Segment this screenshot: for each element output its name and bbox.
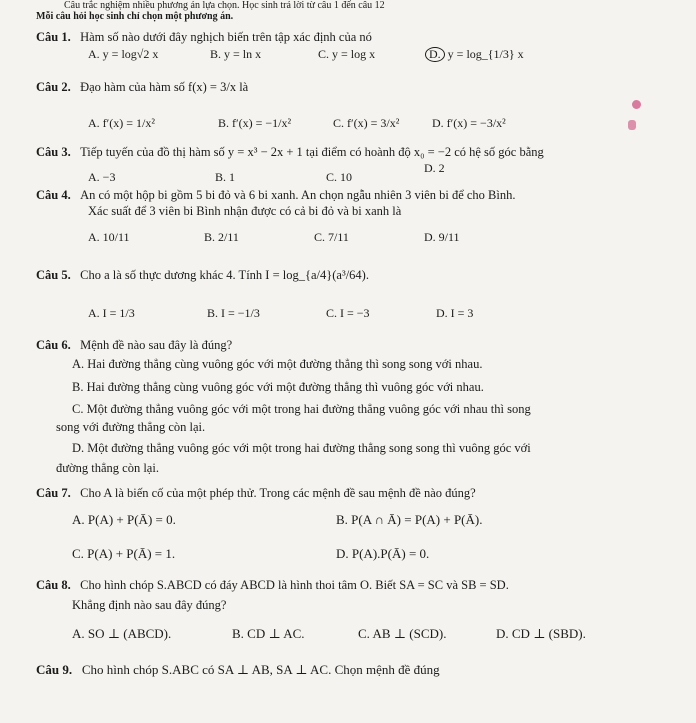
- q2-option-b-text: f′(x) = −1/x²: [232, 116, 292, 130]
- q1-option-a-text: y = log√2 x: [102, 47, 159, 61]
- q2-option-a[interactable]: A. f′(x) = 1/x²: [88, 116, 155, 130]
- question-7-number: Câu 7.: [36, 486, 71, 500]
- q4-option-d[interactable]: D. 9/11: [424, 230, 460, 244]
- question-2-number: Câu 2.: [36, 80, 71, 94]
- q5-option-a[interactable]: A. I = 1/3: [88, 306, 135, 320]
- q1-option-c[interactable]: C. y = log x: [318, 47, 376, 61]
- q5-option-b-text: I = −1/3: [221, 306, 260, 320]
- margin-mark-1: [632, 100, 641, 109]
- header-line-1: Câu trắc nghiệm nhiều phương án lựa chọn. Học sinh trả lời từ câu 1 đến câu 12: [64, 0, 385, 11]
- q7-option-c[interactable]: C. P(A) + P(Ā) = 1.: [72, 546, 176, 561]
- q5-option-c-text: I = −3: [340, 306, 370, 320]
- q2-option-a-text: f′(x) = 1/x²: [102, 116, 155, 130]
- q8-option-b-text: CD ⊥ AC.: [247, 626, 305, 641]
- q7-option-b[interactable]: B. P(A ∩ Ā) = P(A) + P(Ā).: [336, 512, 483, 527]
- q4-option-c[interactable]: C. 7/11: [314, 230, 349, 244]
- q6-option-b[interactable]: B. Hai đường thẳng cùng vuông góc với một đường thẳng thì vuông góc với nhau.: [72, 380, 484, 394]
- q4-option-a[interactable]: A. 10/11: [88, 230, 130, 244]
- q1-circled-answer: D.: [425, 47, 445, 62]
- q2-option-d-text: f′(x) = −3/x²: [446, 116, 506, 130]
- question-4-number: Câu 4.: [36, 188, 71, 202]
- question-1: [36, 30, 372, 45]
- q6-option-c-line-1[interactable]: C. Một đường thẳng vuông góc với một trong hai đường thẳng vuông góc với nhau thì song: [72, 402, 531, 416]
- q4-option-c-text: 7/11: [328, 230, 349, 244]
- q5-option-b[interactable]: B. I = −1/3: [207, 306, 260, 320]
- question-8-number: Câu 8.: [36, 578, 71, 592]
- q6-option-c-line-2[interactable]: song với đường thẳng còn lại.: [56, 420, 206, 434]
- q3-option-c[interactable]: C. 10: [326, 170, 353, 184]
- q7-option-c-text: P(A) + P(Ā) = 1.: [87, 546, 176, 561]
- q8-option-c-text: AB ⊥ (SCD).: [372, 626, 447, 641]
- question-4-stem-2: Xác suất để 3 viên bi Bình nhận được có cả bi đỏ và bi xanh là: [88, 204, 402, 218]
- q7-option-d-text: P(A).P(Ā) = 0.: [351, 546, 430, 561]
- question-4: [36, 188, 515, 203]
- question-8-stem-2: Khẳng định nào sau đây đúng?: [72, 598, 227, 612]
- question-5-number: Câu 5.: [36, 268, 71, 282]
- q7-option-b-text: P(A ∩ Ā) = P(A) + P(Ā).: [351, 512, 483, 527]
- question-6: [36, 338, 232, 353]
- q8-option-a-text: SO ⊥ (ABCD).: [87, 626, 172, 641]
- q2-option-c[interactable]: C. f′(x) = 3/x²: [333, 116, 400, 130]
- question-8-stem: Cho hình chóp S.ABCD có đáy ABCD là hình thoi tâm O. Biết SA = SC và SB = SD.: [80, 578, 509, 592]
- question-3-number: Câu 3.: [36, 145, 71, 159]
- q6-option-d-line-2[interactable]: đường thẳng còn lại.: [56, 461, 159, 475]
- q8-option-c[interactable]: C. AB ⊥ (SCD).: [358, 626, 447, 641]
- question-6-number: Câu 6.: [36, 338, 71, 352]
- q4-option-b[interactable]: B. 2/11: [204, 230, 239, 244]
- q1-option-a[interactable]: A. y = log√2 x: [88, 47, 159, 61]
- question-9-number: Câu 9.: [36, 662, 73, 677]
- question-1-number: Câu 1.: [36, 30, 71, 44]
- question-8: [36, 578, 509, 593]
- q4-option-b-text: 2/11: [218, 230, 239, 244]
- q5-option-d-text: I = 3: [450, 306, 474, 320]
- q2-option-c-text: f′(x) = 3/x²: [347, 116, 400, 130]
- q5-option-d[interactable]: D. I = 3: [436, 306, 474, 320]
- q1-option-b[interactable]: B. y = ln x: [210, 47, 262, 61]
- q7-option-a-text: P(A) + P(Ā) = 0.: [87, 512, 176, 527]
- margin-mark-2: [628, 120, 636, 130]
- question-7-stem: Cho A là biến cố của một phép thử. Trong các mệnh đề sau mệnh đề nào đúng?: [80, 486, 476, 500]
- q7-option-d[interactable]: D. P(A).P(Ā) = 0.: [336, 546, 430, 561]
- question-7: [36, 486, 476, 501]
- question-6-stem: Mệnh đề nào sau đây là đúng?: [80, 338, 233, 352]
- q1-option-d-text: y = log_{1/3} x: [447, 47, 524, 61]
- q2-option-b[interactable]: B. f′(x) = −1/x²: [218, 116, 292, 130]
- q3-option-c-text: 10: [340, 170, 353, 184]
- question-2: [36, 80, 248, 95]
- q1-option-d[interactable]: [425, 47, 524, 62]
- question-3-stem: Tiếp tuyến của đồ thị hàm số y = x³ − 2x + 1 tại điểm có hoành độ x₀ = −2 có hệ số góc bằng: [80, 145, 544, 159]
- q5-option-c[interactable]: C. I = −3: [326, 306, 370, 320]
- q8-option-d-text: CD ⊥ (SBD).: [511, 626, 586, 641]
- q3-option-b[interactable]: B. 1: [215, 170, 236, 184]
- q4-option-a-text: 10/11: [102, 230, 130, 244]
- q3-option-a[interactable]: A. −3: [88, 170, 116, 184]
- question-3: [36, 145, 544, 160]
- q6-option-d-line-1[interactable]: D. Một đường thẳng vuông góc với một trong hai đường thẳng song song thì vuông góc với: [72, 441, 531, 455]
- q3-option-a-text: −3: [102, 170, 116, 184]
- q3-option-b-text: 1: [229, 170, 236, 184]
- q3-option-d-text: 2: [438, 161, 445, 175]
- question-4-stem: An có một hộp bi gồm 5 bi đỏ và 6 bi xanh. An chọn ngẫu nhiên 3 viên bi để cho Bình.: [80, 188, 516, 202]
- question-9-stem: Cho hình chóp S.ABC có SA ⊥ AB, SA ⊥ AC. Chọn mệnh đề đúng: [81, 662, 440, 677]
- q2-option-d[interactable]: D. f′(x) = −3/x²: [432, 116, 506, 130]
- q8-option-a[interactable]: A. SO ⊥ (ABCD).: [72, 626, 172, 641]
- question-5: [36, 268, 369, 283]
- q6-option-a[interactable]: A. Hai đường thẳng cùng vuông góc với một đường thẳng thì song song với nhau.: [72, 357, 483, 371]
- q3-option-d[interactable]: D. 2: [424, 161, 445, 175]
- header-line-2: Mỗi câu hỏi học sinh chỉ chọn một phương án.: [36, 11, 234, 22]
- question-9: [36, 662, 440, 678]
- q4-option-d-text: 9/11: [438, 230, 460, 244]
- question-5-stem: Cho a là số thực dương khác 4. Tính I = log_{a/4}(a³/64).: [80, 268, 369, 282]
- question-2-stem: Đạo hàm của hàm số f(x) = 3/x là: [80, 80, 249, 94]
- q8-option-d[interactable]: D. CD ⊥ (SBD).: [496, 626, 586, 641]
- q1-option-c-text: y = log x: [332, 47, 376, 61]
- q8-option-b[interactable]: B. CD ⊥ AC.: [232, 626, 305, 641]
- q5-option-a-text: I = 1/3: [102, 306, 135, 320]
- q7-option-a[interactable]: A. P(A) + P(Ā) = 0.: [72, 512, 176, 527]
- question-1-stem: Hàm số nào dưới đây nghịch biến trên tập xác định của nó: [80, 30, 372, 44]
- q1-option-b-text: y = ln x: [224, 47, 262, 61]
